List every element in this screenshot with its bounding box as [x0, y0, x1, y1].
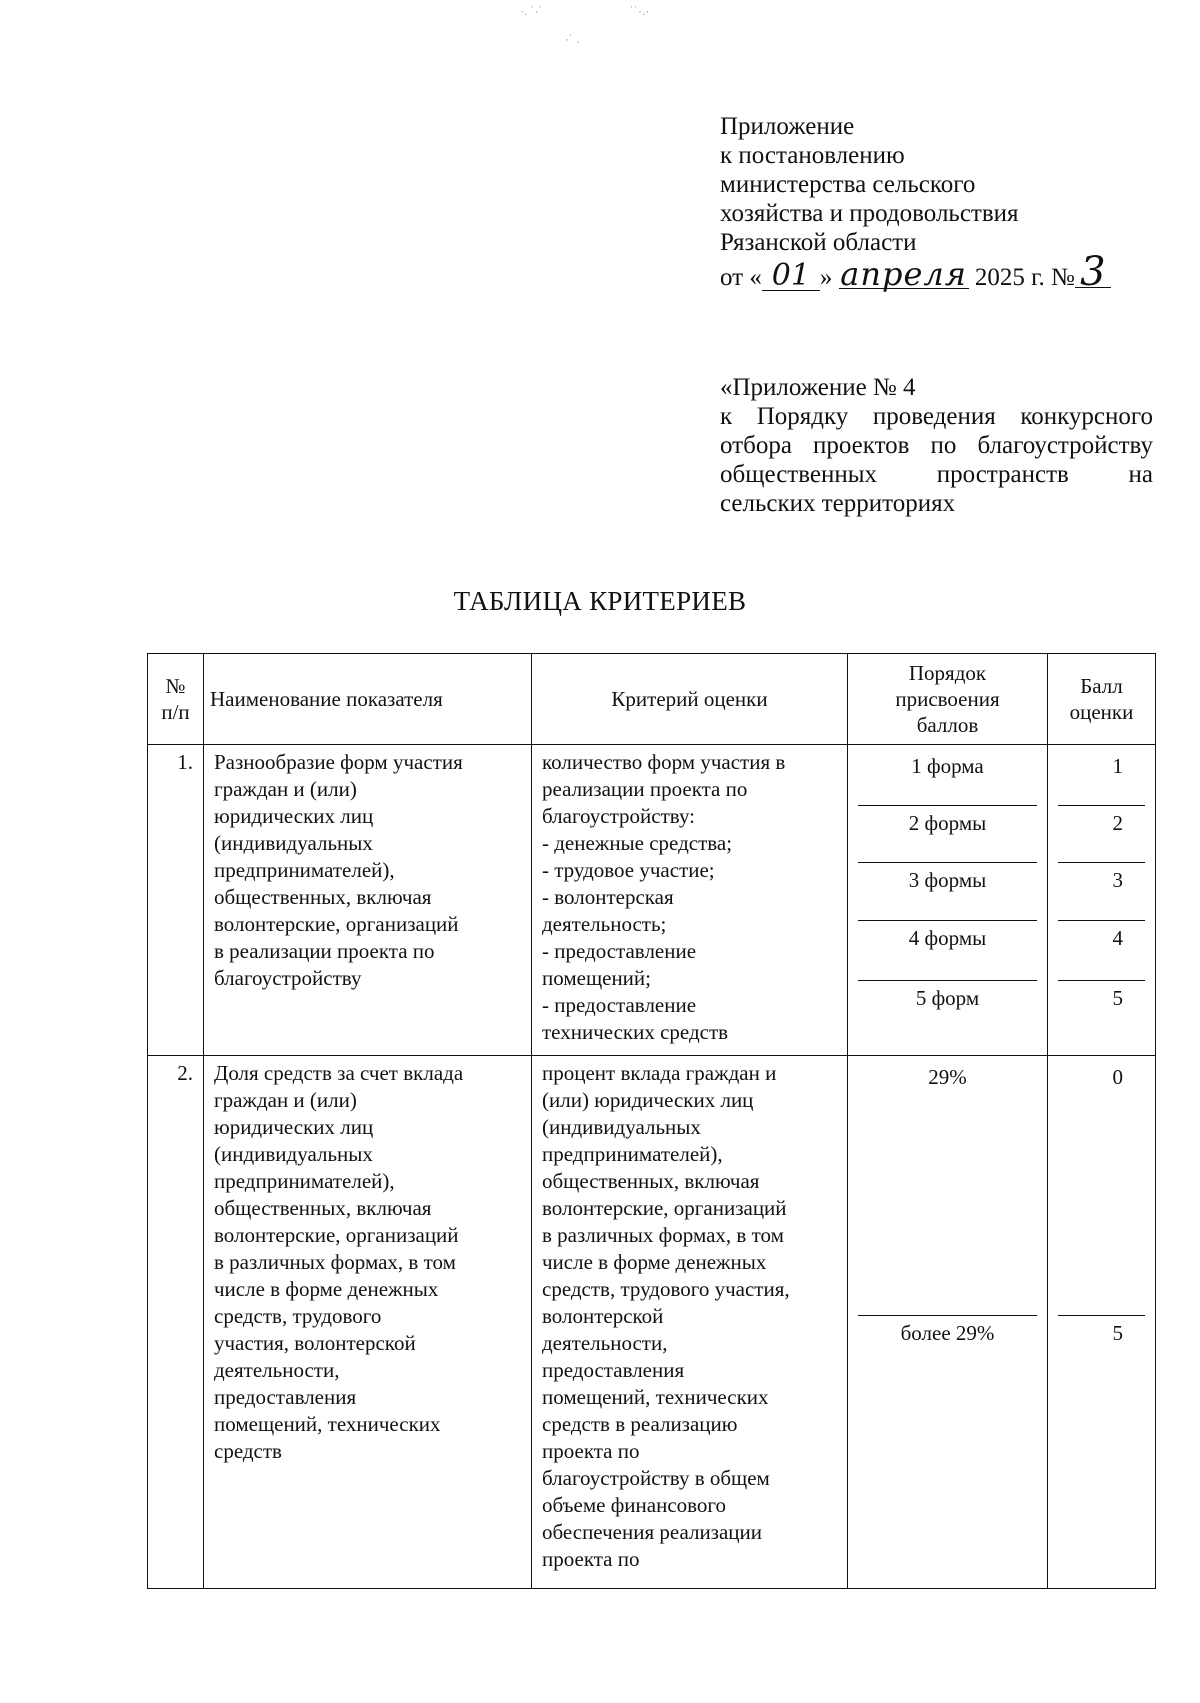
appendix4-line: к Порядку проведения конкурсного: [720, 403, 1153, 430]
score-item: 5: [1112, 986, 1123, 1010]
appendix-line: хозяйства и продовольствия: [720, 200, 1019, 227]
order-item: 29%: [858, 1060, 1037, 1316]
close-quote: »: [819, 264, 833, 291]
appendix-line: Рязанской области: [720, 229, 917, 256]
appendix-line: министерства сельского: [720, 171, 976, 198]
open-quote: «: [749, 264, 762, 291]
resolution-date-line: [720, 249, 1150, 295]
indicator-name: Разнообразие форм участия граждан и (или) юридических лиц (индивидуальных предпринимателей), общественных, включая волонтерские, организаций в реализации проекта по благоустройству: [204, 745, 532, 1056]
order-item: 3 формы: [858, 863, 1037, 921]
evaluation-criterion: количество форм участия в реализации проекта по благоустройству: - денежные средства; - трудовое участие; - волонтерская деятельность; - предоставление помещений; - предоставление технических средств: [532, 745, 848, 1056]
handwritten-day: 01: [762, 262, 820, 291]
evaluation-criterion: процент вклада граждан и (или) юридических лиц (индивидуальных предпринимателей), общественных, включая волонтерские, организаций в различных формах, в том числе в форме денежных средств, трудового участия, волонтерской деятельности, предоставления помещений, технических средств в реализацию проекта по благоустройству в общем объеме финансового обеспечения реализации проекта по: [532, 1056, 848, 1589]
table-row: [148, 745, 1156, 1056]
score-cell: [1048, 1056, 1156, 1589]
table-row: [148, 1056, 1156, 1589]
header-criterion: Критерий оценки: [532, 654, 848, 745]
scan-artifact: ·. ˙·˙: [520, 4, 543, 18]
date-prefix: от: [720, 264, 744, 291]
appendix4-line: «Приложение № 4: [720, 374, 916, 401]
table-header-row: [148, 654, 1156, 745]
order-cell: [848, 745, 1048, 1056]
appendix-4-reference: [720, 373, 1153, 518]
order-item: 2 формы: [858, 806, 1037, 863]
row-number: 1.: [148, 745, 204, 1056]
order-item: 5 форм: [915, 986, 980, 1010]
indicator-name: Доля средств за счет вклада граждан и (или) юридических лиц (индивидуальных предпринимателей), общественных, включая волонтерские, организаций в различных формах, в том числе в форме денежных средств, трудового участия, волонтерской деятельности, предоставления помещений, технических средств: [204, 1056, 532, 1589]
header-num: № п/п: [148, 654, 204, 745]
score-item: 5: [1112, 1321, 1123, 1345]
appendix4-line: отбора проектов по благоустройству: [720, 432, 1153, 459]
handwritten-month: апреля: [840, 255, 967, 293]
scan-artifact: ·˙ .: [565, 32, 580, 46]
criteria-table: [147, 653, 1156, 1589]
appendix-line: Приложение: [720, 113, 855, 140]
handwritten-number: 3: [1075, 257, 1111, 288]
order-item: более 29%: [900, 1321, 995, 1345]
score-item: 0: [1058, 1060, 1145, 1316]
header-score: Балл оценки: [1048, 654, 1156, 745]
order-item: 4 формы: [858, 921, 1037, 981]
score-item: 4: [1058, 921, 1145, 981]
row-number: 2.: [148, 1056, 204, 1589]
score-item: 2: [1058, 806, 1145, 863]
header-order: Порядок присвоения баллов: [848, 654, 1048, 745]
scan-artifact: ˙˙·.·: [630, 4, 650, 18]
page-title: ТАБЛИЦА КРИТЕРИЕВ: [453, 586, 747, 616]
order-cell: [848, 1056, 1048, 1589]
header-name: Наименование показателя: [204, 654, 532, 745]
score-item: 3: [1058, 863, 1145, 921]
score-item: 1: [1058, 749, 1145, 806]
appendix-line: к постановлению: [720, 142, 905, 169]
score-cell: [1048, 745, 1156, 1056]
appendix-header: [720, 112, 1150, 295]
appendix4-line: сельских территориях: [720, 490, 956, 517]
year-text: 2025 г. №: [974, 264, 1075, 291]
order-item: 1 форма: [858, 749, 1037, 806]
appendix4-line: общественных пространств на: [720, 461, 1153, 488]
